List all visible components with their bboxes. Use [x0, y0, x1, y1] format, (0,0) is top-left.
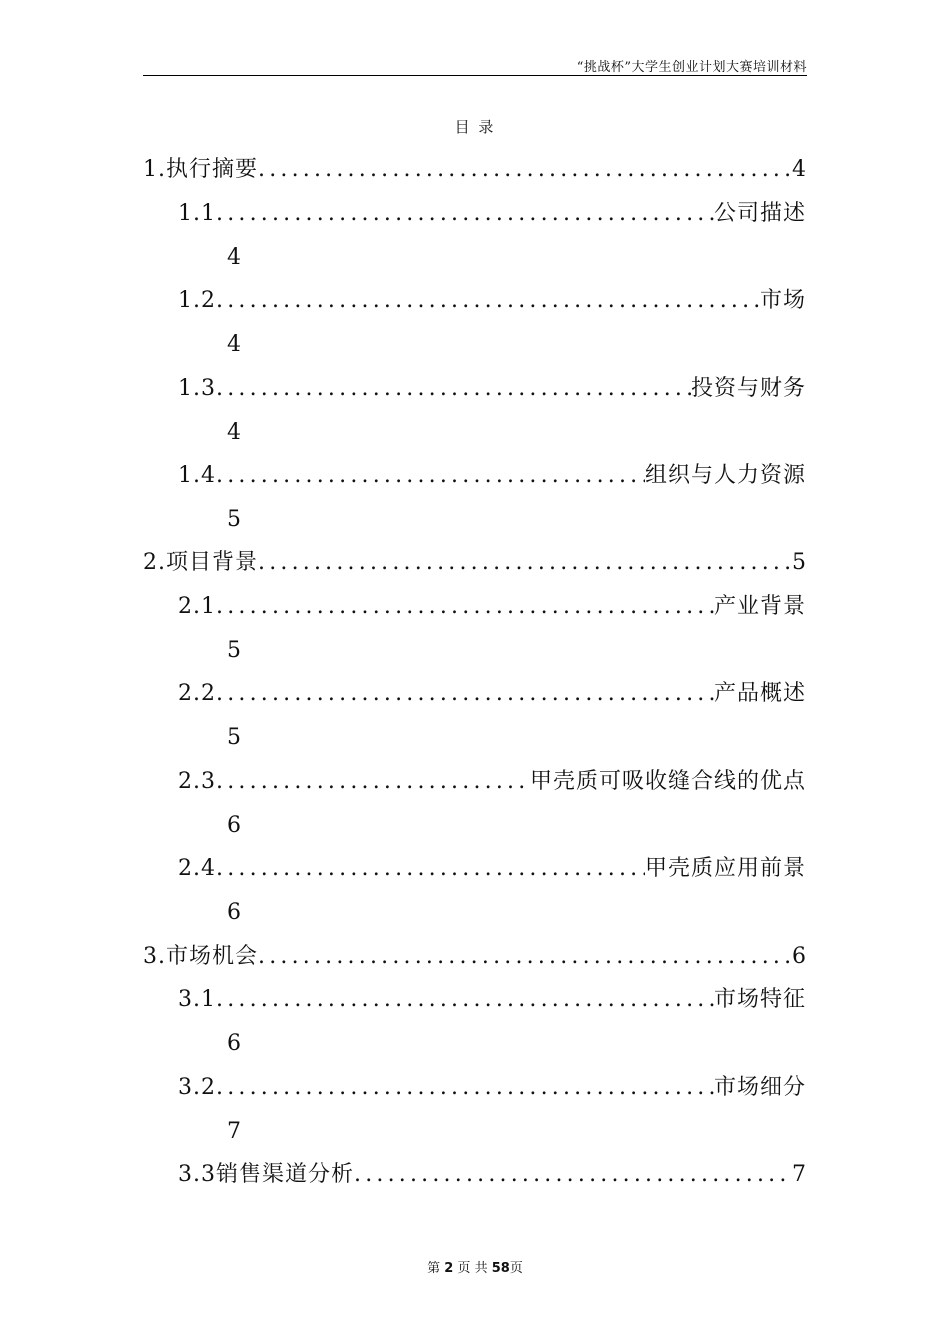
- toc-number: 2.2: [178, 681, 216, 706]
- toc-entry-2[interactable]: [143, 548, 806, 578]
- toc-label: 市场特征: [713, 987, 806, 1012]
- toc-leader: [216, 767, 530, 797]
- toc-entry-1-1[interactable]: [178, 199, 806, 229]
- toc-number: 2.: [143, 550, 166, 575]
- page-footer: [0, 1257, 950, 1276]
- toc-page-number: 7: [792, 1162, 806, 1187]
- toc-entry-1-2[interactable]: [178, 286, 806, 316]
- toc-label: 销售渠道分析: [216, 1162, 355, 1187]
- toc-leader: [216, 286, 760, 316]
- toc-number: 2.3: [178, 769, 216, 794]
- toc-label: 市场机会: [166, 944, 259, 969]
- toc-page-number: 6: [227, 1031, 241, 1056]
- toc-page-number: 4: [227, 420, 241, 445]
- toc-entry-1[interactable]: [143, 155, 806, 185]
- footer-middle: 页 共: [457, 1261, 488, 1276]
- toc-entry-3[interactable]: [143, 942, 806, 972]
- toc-leader: [258, 548, 792, 578]
- toc-page-number: 5: [227, 725, 241, 750]
- toc-label: 组织与人力资源: [644, 463, 806, 488]
- toc-page-number: 6: [227, 900, 241, 925]
- footer-suffix: 页: [509, 1261, 523, 1276]
- toc-leader: [216, 374, 691, 404]
- toc-label: 产品概述: [713, 681, 806, 706]
- footer-prefix: 第: [427, 1261, 441, 1276]
- toc-title: 目 录: [454, 118, 496, 136]
- footer-total-pages: 58: [491, 1261, 510, 1276]
- toc-number: 3.2: [178, 1075, 216, 1100]
- toc-entry-3-2[interactable]: [178, 1073, 806, 1103]
- toc-entry-1-3[interactable]: [178, 374, 806, 404]
- toc-leader: [258, 942, 792, 972]
- toc-number: 1.4: [178, 463, 216, 488]
- toc-leader: [216, 1073, 714, 1103]
- toc-page-number: 4: [227, 332, 241, 357]
- toc-number: 1.: [143, 157, 166, 182]
- toc-leader: [258, 155, 792, 185]
- toc-number: 2.1: [178, 594, 216, 619]
- toc-number: 1.3: [178, 376, 216, 401]
- toc-leader: [216, 461, 645, 491]
- toc-number: 1.2: [178, 288, 216, 313]
- toc-entry-2-2[interactable]: [178, 679, 806, 709]
- toc-page-number: 7: [227, 1119, 241, 1144]
- toc-number: 3.: [143, 944, 166, 969]
- toc-page-number: 5: [792, 550, 806, 575]
- toc-leader: [216, 199, 714, 229]
- toc-number: 3.3: [178, 1162, 216, 1187]
- toc-number: 1.1: [178, 201, 216, 226]
- toc-page-number: 4: [227, 245, 241, 270]
- toc-label: 投资与财务: [690, 376, 806, 401]
- page-header: “挑战杯”大学生创业计划大赛培训材料: [576, 60, 807, 75]
- toc-leader: [354, 1160, 792, 1190]
- toc-label: 甲壳质应用前景: [644, 856, 806, 881]
- toc-page-number: 6: [792, 944, 806, 969]
- toc-leader: [216, 592, 714, 622]
- toc-number: 2.4: [178, 856, 216, 881]
- toc-entry-2-3[interactable]: [178, 767, 806, 797]
- toc-leader: [216, 985, 714, 1015]
- toc-label: 公司描述: [713, 201, 806, 226]
- footer-current-page: 2: [444, 1261, 454, 1276]
- toc-page-number: 5: [227, 507, 241, 532]
- toc-page-number: 4: [792, 157, 806, 182]
- toc-entry-3-1[interactable]: [178, 985, 806, 1015]
- toc-leader: [216, 854, 645, 884]
- toc-page-number: 6: [227, 813, 241, 838]
- toc-label: 市场: [759, 288, 806, 313]
- toc-leader: [216, 679, 714, 709]
- toc-entry-2-1[interactable]: [178, 592, 806, 622]
- toc-entry-1-4[interactable]: [178, 461, 806, 491]
- header-divider: [143, 75, 807, 76]
- toc-label: 市场细分: [713, 1075, 806, 1100]
- toc-number: 3.1: [178, 987, 216, 1012]
- toc-entry-2-4[interactable]: [178, 854, 806, 884]
- toc-label: 执行摘要: [166, 157, 259, 182]
- toc-label: 甲壳质可吸收缝合线的优点: [529, 769, 806, 794]
- toc-page-number: 5: [227, 638, 241, 663]
- toc-entry-3-3[interactable]: [178, 1160, 806, 1190]
- toc-label: 产业背景: [713, 594, 806, 619]
- toc-label: 项目背景: [166, 550, 259, 575]
